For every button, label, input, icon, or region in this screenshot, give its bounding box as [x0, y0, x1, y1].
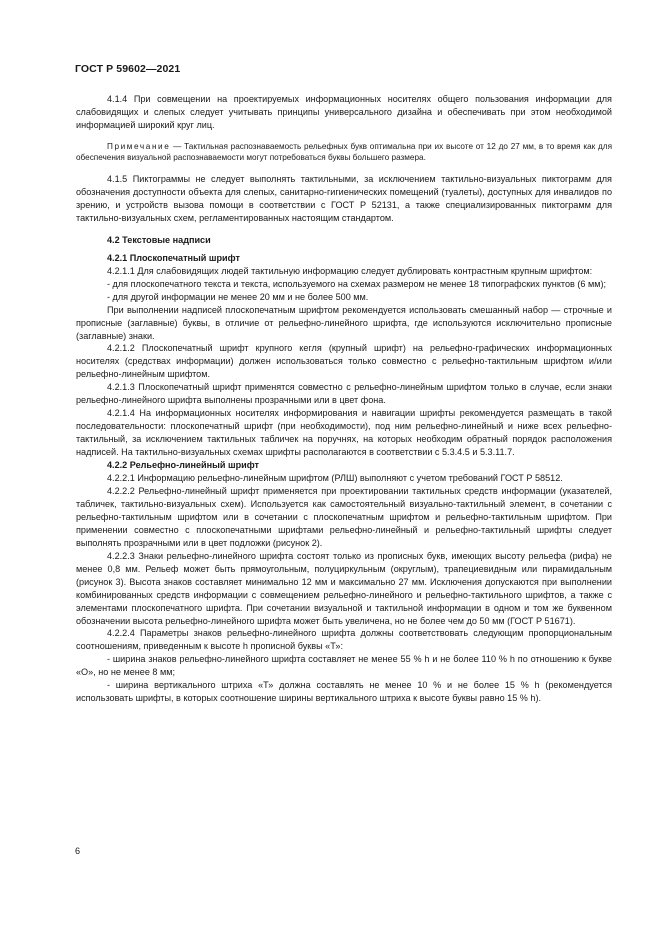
- paragraph-4-2-2-4: 4.2.2.4 Параметры знаков рельефно-линейного шрифта должны соответствовать следующим пропорциональным соотношениям, приведенным к высоте h прописной буквы «Т»:: [76, 628, 612, 652]
- paragraph-4-2-1-2: 4.2.1.2 Плоскопечатный шрифт крупного кегля (крупный шрифт) на рельефно-графических информационных носителях (средствах информации) должен использоваться только совместно с рельефно-тактильным шрифтом и/или рельефно-линейным шрифтом.: [76, 343, 612, 380]
- note-text: — Тактильная распознаваемость рельефных букв оптимальна при их высоте от 12 до 27 мм, в то время как для обеспечения визуальной распознаваемости могут потребоваться буквы большего размера.: [76, 141, 612, 163]
- paragraph-4-2-2-3: 4.2.2.3 Знаки рельефно-линейного шрифта состоят только из прописных букв, имеющих высоту рельефа (рифа) не менее 0,8 мм. Рельеф может быть прямоугольным, полуциркульным (округлым), трапециевидным или пирамидальным (рисунок 3). Высота знаков составляет минимально 12 мм и максимально 27 мм. Исключения допускаются при выполнении комбинированных средств информации с совмещением рельефно-линейного и рельефно-тактильного шрифтов, а также с элементами плоскопечатного шрифта. При сочетании визуальной и тактильной информации в одном и том же буквенном обозначении высота рельефно-линейного шрифта может быть увеличена, но не более чем до 50 мм (ГОСТ Р 51671).: [76, 550, 612, 626]
- spacer: [76, 225, 612, 234]
- subsection-heading-4-2-2: 4.2.2 Рельефно-линейный шрифт: [107, 460, 260, 471]
- paragraph-4-2-1-1-cont: При выполнении надписей плоскопечатным шрифтом рекомендуется использовать смешанный набор — строчные и прописные (заглавные) буквы, в отличие от рельефно-линейного шрифта, где используются исключительно прописные (заглавные) знаки.: [76, 304, 612, 341]
- list-item: - для плоскопечатного текста и текста, используемого на схемах размером не менее 18 типографских пунктов (6 мм);: [107, 278, 607, 289]
- paragraph-4-2-2-2: 4.2.2.2 Рельефно-линейный шрифт применяется при проектировании тактильных средств информации (указателей, табличек, тактильно-визуальных схем). Используется как самостоятельный визуально-тактильный элемент, в сочетании с рельефно-тактильным шрифтом или в сочетании с плоскопечатным шрифтом и рельефно-тактильным шрифтом. При применении совместно с плоскопечатными шрифтами рельефно-линейный и рельефно-тактильный шрифты следует выполнять прозрачными или в цвет подложки (рисунок 2).: [76, 485, 612, 548]
- spacer: [76, 164, 612, 173]
- paragraph-4-2-1-1: 4.2.1.1 Для слабовидящих людей тактильную информацию следует дублировать контрастным крупным шрифтом:: [107, 265, 593, 276]
- subsection-heading-4-2-1: 4.2.1 Плоскопечатный шрифт: [107, 252, 240, 263]
- list-item: - ширина вертикального штриха «Т» должна составлять не менее 10 % и не более 15 % h (рекомендуется использовать шрифты, в которых соотношение ширины вертикального штриха к высоте буквы равно 15 % h).: [76, 680, 612, 704]
- note-label: Примечание: [107, 141, 171, 151]
- paragraph-4-2-1-4: 4.2.1.4 На информационных носителях информирования и навигации шрифты рекомендуется размещать в такой последовательности: плоскопечатный шрифт (при необходимости), под ним рельефно-линейный и ниже всех рельефно-тактильный, за исключением тактильных табличек на поручнях, на которых необходим обратный порядок расположения надписей. На тактильно-визуальных схемах шрифты располагаются в соответствии с 5.3.4.5 и 5.3.11.7.: [76, 408, 612, 458]
- page-content: [76, 93, 612, 705]
- paragraph-4-1-5: 4.1.5 Пиктограммы не следует выполнять тактильными, за исключением тактильно-визуальных пиктограмм для обозначения доступности объекта для слепых, санитарно-гигиенических помещений (туалеты), доступных для инвалидов по зрению, и устройств вызова помощи в соответствии с ГОСТ Р 52131, а также специализированных пиктограмм для тактильно-визуальных схем, регламентированных настоящим стандартом.: [76, 174, 612, 223]
- section-heading-4-2: 4.2 Текстовые надписи: [107, 234, 211, 245]
- list-item: - ширина знаков рельефно-линейного шрифта составляет не менее 55 % h и не более 110 % h по отношению к букве «О», но не менее 8 мм;: [76, 654, 612, 678]
- note-paragraph: [76, 141, 612, 164]
- page-number: 6: [75, 846, 81, 856]
- standard-code-header: ГОСТ Р 59602—2021: [75, 63, 181, 75]
- paragraph-4-2-2-1: 4.2.2.1 Информацию рельефно-линейным шрифтом (РЛШ) выполняют с учетом требований ГОСТ Р 58512.: [107, 473, 563, 484]
- paragraph-4-2-1-3: 4.2.1.3 Плоскопечатный шрифт применятся совместно с рельефно-линейным шрифтом только в случае, если знаки рельефно-линейного шрифта выполнены прозрачными или в цвет фона.: [76, 382, 612, 406]
- paragraph-4-1-4: 4.1.4 При совмещении на проектируемых информационных носителях общего пользования информации для слабовидящих и слепых следует учитывать принципы универсального дизайна и обеспечивать при этом необходимой информацией широкий круг лиц.: [76, 94, 612, 130]
- spacer: [76, 132, 612, 141]
- list-item: - для другой информации не менее 20 мм и не более 500 мм.: [107, 291, 369, 302]
